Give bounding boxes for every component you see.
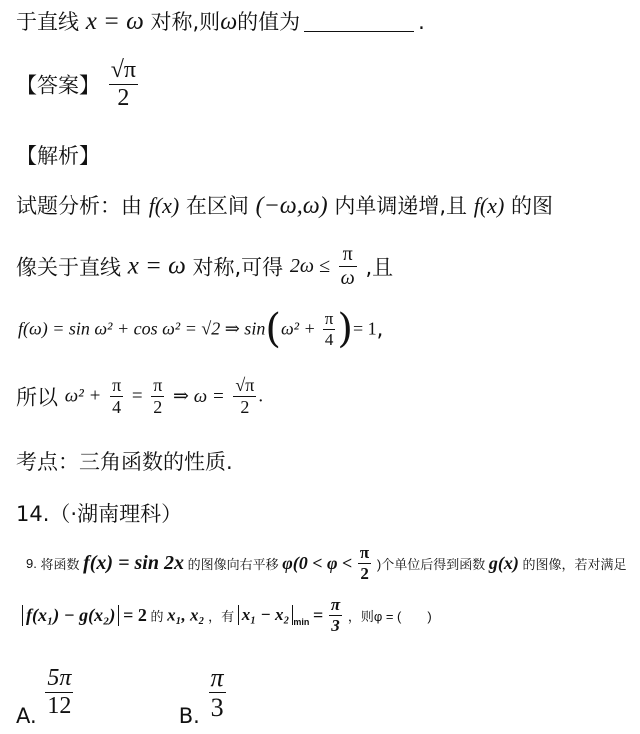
math-expression: = 1 [353,318,377,339]
text: 14.（·湖南理科） [16,502,183,526]
fraction-denominator: 12 [47,693,72,720]
text: 的图像，若对满足 [522,556,627,572]
text: 的 [150,608,164,624]
options-line [16,664,624,728]
fraction-denominator: 2 [117,85,130,112]
math-fraction [233,376,256,417]
text: ，有 [208,608,235,624]
text: 在区间 [185,194,249,218]
fraction-numerator: π [342,243,353,265]
math-paren: ) [337,306,353,352]
fraction-numerator: 5π [47,665,72,692]
math-expression: f(x) = sin 2x [83,551,184,574]
math-fraction [339,244,357,289]
math-expression: 2ω ≤ [289,255,330,277]
math-fraction [110,376,123,417]
analysis-label [16,140,624,170]
math-expression: g(x) [488,552,519,573]
fraction-numerator: √π [110,57,136,83]
option-b-label: B. [178,703,200,728]
analysis-step-3 [18,306,624,352]
text: 内单调递增,且 [334,194,468,218]
answer-blank [304,31,414,32]
math-expression: = 2 [123,604,147,625]
math-expression: = [313,604,324,625]
math-abs: x₁ − x₂ [238,605,294,625]
text: 对称,可得 [192,255,284,280]
analysis-step-2 [16,244,624,289]
math-expression: x = ω [85,8,144,35]
text: 对称,则 [150,10,221,34]
fraction-denominator: 4 [324,329,334,349]
option-b-fraction [209,664,226,722]
fraction-denominator: 2 [240,396,250,417]
math-fraction [151,376,164,417]
text: . [258,385,264,407]
question-number: 9. [26,555,37,571]
text: 考点：三角函数的性质. [16,450,233,474]
answer-line [16,58,624,111]
math-expression: f(x) [473,193,505,218]
math-omega: ω [220,9,238,35]
math-interval: (−ω,ω) [255,193,328,219]
fraction-numerator: π [112,375,122,395]
question-heading [16,498,624,528]
fraction-denominator: 3 [331,615,340,635]
fraction-numerator: π [210,663,224,692]
fraction-numerator: π [359,543,370,562]
analysis-step-4 [16,376,624,417]
exam-point [16,446,624,476]
fraction-numerator: π [330,595,341,614]
fraction-numerator: π [324,308,334,328]
fraction-denominator: 3 [210,693,224,723]
text: 将函数 [40,556,80,572]
fraction-denominator: 2 [360,563,369,583]
fraction-denominator: ω [340,267,355,289]
math-expression: ω² + [64,385,102,407]
math-expression: ω² + [280,318,316,339]
option-a-label: A. [16,703,37,728]
math-expression: = [131,385,143,407]
text: 【解析】 [16,144,100,168]
text: ,且 [365,255,394,280]
answer-label: 【答案】 [16,73,100,98]
text: 的图 [510,194,553,218]
text: )个单位后得到函数 [376,556,486,572]
fraction-numerator: √π [235,375,255,395]
text: 的值为 [237,10,301,34]
option-a-fraction [45,666,73,719]
text: 于直线 [16,10,79,34]
math-fraction [323,310,336,349]
text: . [418,10,425,34]
fraction-denominator: 4 [112,396,122,417]
math-subscript: min [293,616,310,627]
math-expression: x = ω [127,252,186,280]
text: ，则φ = ( ) [347,608,432,624]
math-paren: ( [265,306,281,352]
text: 试题分析：由 [16,194,142,218]
question-line [16,6,624,36]
text: 的图像向右平移 [187,556,279,572]
math-expression: ⇒ ω = [173,385,225,407]
math-fraction [329,596,342,635]
answer-fraction [109,58,138,111]
text: 像关于直线 [16,255,121,280]
math-expression: φ(0 < φ < [282,552,353,573]
question-9-line-1 [26,543,627,583]
text: 所以 [16,385,58,410]
math-expression: x₁, x₂ [167,605,205,625]
math-expression: f(ω) = sin ω² + cos ω² = √2 ⇒ sin [18,318,266,339]
fraction-denominator: 2 [153,396,163,417]
analysis-step-1 [16,190,624,220]
math-expression: f(x) [148,193,180,218]
fraction-numerator: π [153,375,163,395]
math-abs: f(x₁) − g(x₂) [22,605,119,626]
math-fraction [358,544,371,583]
text: , [376,317,384,341]
question-9-line-2 [22,596,624,635]
